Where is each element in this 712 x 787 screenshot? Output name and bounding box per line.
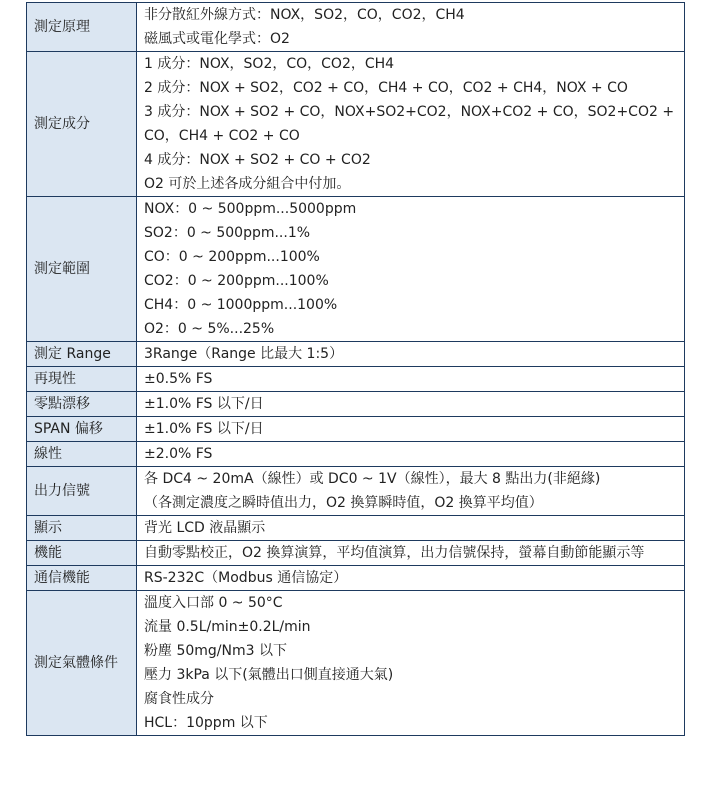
value-line: 壓力 3kPa 以下(氣體出口側直接通大氣): [144, 667, 394, 683]
value-line: CO2：0 ~ 200ppm...100%: [144, 273, 329, 289]
value-line: 溫度入口部 0 ~ 50°C: [144, 595, 283, 611]
table-row: [27, 342, 685, 367]
row-label: 測定氣體條件: [27, 591, 137, 736]
value-line: 各 DC4 ~ 20mA（線性）或 DC0 ~ 1V（線性），最大 8 點出力(非絕緣): [144, 471, 601, 487]
table-row: [27, 442, 685, 467]
value-line: 腐食性成分: [144, 691, 214, 707]
value-line: SO2：0 ~ 500ppm...1%: [144, 225, 311, 241]
value-line: （各測定濃度之瞬時值出力，O2 換算瞬時值，O2 換算平均值）: [144, 495, 543, 511]
value-line: HCL：10ppm 以下: [144, 715, 268, 731]
row-value: [137, 3, 685, 52]
value-line: 自動零點校正，O2 換算演算，平均值演算，出力信號保持，螢幕自動節能顯示等: [144, 545, 645, 561]
value-line: 背光 LCD 液晶顯示: [144, 520, 266, 536]
row-value: [137, 367, 685, 392]
value-line: 磁風式或電化學式：O2: [144, 31, 290, 47]
row-label: 零點漂移: [27, 392, 137, 417]
row-label: 測定範圍: [27, 197, 137, 342]
value-line: 2 成分：NOX + SO2，CO2 + CO，CH4 + CO，CO2 + CH4，NOX + CO: [144, 80, 628, 96]
row-value: [137, 442, 685, 467]
table-row: [27, 417, 685, 442]
value-line: O2 可於上述各成分組合中付加。: [144, 176, 351, 192]
row-label: 出力信號: [27, 467, 137, 516]
row-label: 測定成分: [27, 52, 137, 197]
row-value: [137, 392, 685, 417]
value-line: 4 成分：NOX + SO2 + CO + CO2: [144, 152, 371, 168]
spec-table: [26, 2, 685, 736]
value-line: 1 成分：NOX，SO2，CO，CO2，CH4: [144, 56, 395, 72]
row-label: SPAN 偏移: [27, 417, 137, 442]
row-label: 測定 Range: [27, 342, 137, 367]
table-row: [27, 3, 685, 52]
row-value: [137, 566, 685, 591]
row-label: 通信機能: [27, 566, 137, 591]
value-line: ±1.0% FS 以下/日: [144, 396, 264, 412]
row-value: [137, 516, 685, 541]
table-row: [27, 591, 685, 736]
row-value: [137, 342, 685, 367]
value-line: ±0.5% FS: [144, 371, 213, 387]
value-line: CO：0 ~ 200ppm...100%: [144, 249, 320, 265]
row-label: 線性: [27, 442, 137, 467]
table-row: [27, 566, 685, 591]
value-line: RS-232C（Modbus 通信協定）: [144, 570, 348, 586]
table-row: [27, 52, 685, 197]
value-line: 3Range（Range 比最大 1:5）: [144, 346, 344, 362]
row-value: [137, 197, 685, 342]
table-row: [27, 467, 685, 516]
value-line: 3 成分：NOX + SO2 + CO，NOX+SO2+CO2，NOX+CO2 + CO，SO2+CO2 + CO，CH4 + CO2 + CO: [144, 104, 675, 144]
row-value: [137, 417, 685, 442]
value-line: 非分散紅外線方式：NOX，SO2，CO，CO2，CH4: [144, 7, 465, 23]
value-line: ±1.0% FS 以下/日: [144, 421, 264, 437]
row-value: [137, 541, 685, 566]
row-label: 機能: [27, 541, 137, 566]
row-label: 測定原理: [27, 3, 137, 52]
row-label: 顯示: [27, 516, 137, 541]
value-line: O2：0 ~ 5%...25%: [144, 321, 275, 337]
value-line: NOX：0 ~ 500ppm...5000ppm: [144, 201, 357, 217]
table-row: [27, 392, 685, 417]
table-row: [27, 197, 685, 342]
row-value: [137, 52, 685, 197]
value-line: CH4：0 ~ 1000ppm...100%: [144, 297, 338, 313]
value-line: ±2.0% FS: [144, 446, 213, 462]
value-line: 粉塵 50mg/Nm3 以下: [144, 643, 287, 659]
row-value: [137, 591, 685, 736]
table-row: [27, 541, 685, 566]
table-row: [27, 367, 685, 392]
table-row: [27, 516, 685, 541]
row-label: 再現性: [27, 367, 137, 392]
value-line: 流量 0.5L/min±0.2L/min: [144, 619, 311, 635]
row-value: [137, 467, 685, 516]
